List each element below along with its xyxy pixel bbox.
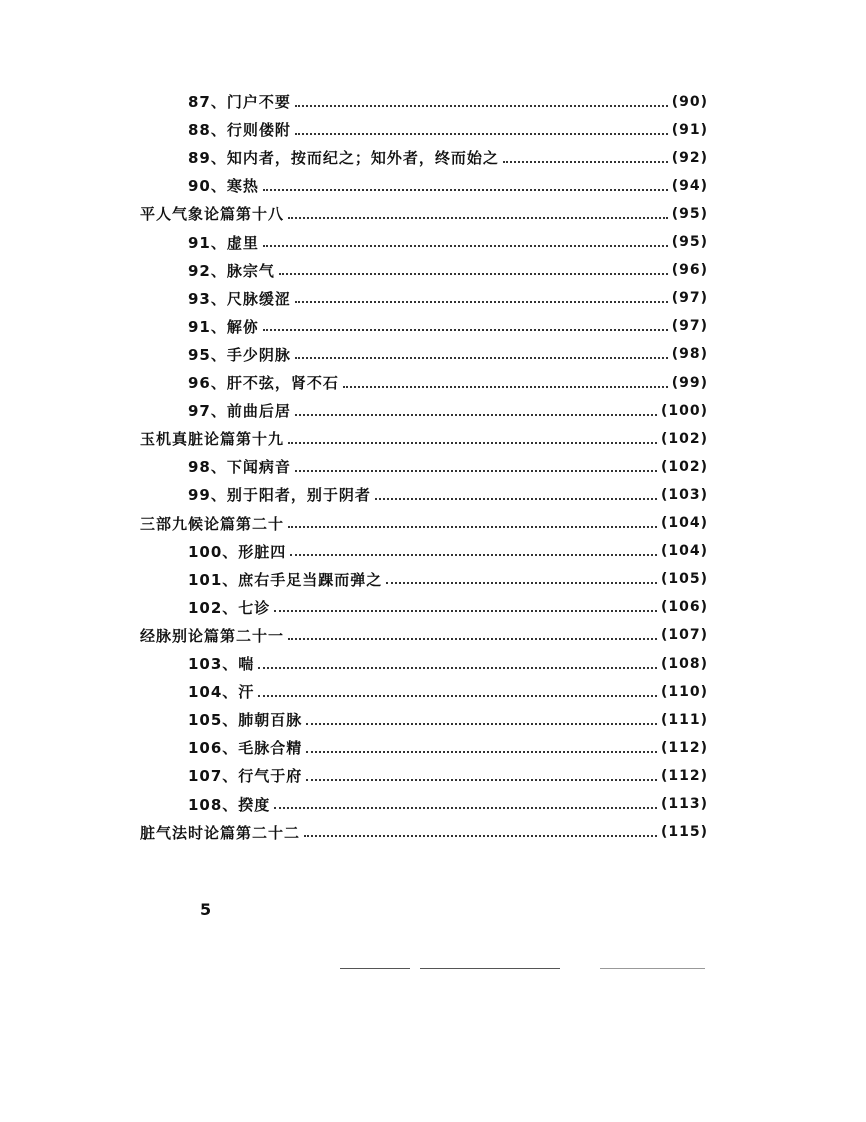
dot-leader <box>386 582 657 584</box>
dot-leader <box>343 386 668 388</box>
toc-entry <box>188 397 708 424</box>
dot-leader <box>263 329 668 331</box>
toc-label: 99、别于阳者，别于阴者 <box>188 486 371 505</box>
toc-entry <box>188 257 708 284</box>
toc-label: 玉机真脏论篇第十九 <box>140 430 285 449</box>
toc-section <box>140 819 708 846</box>
toc-label: 89、知内者，按而纪之；知外者，终而始之 <box>188 149 499 168</box>
page-number: 5 <box>200 900 212 919</box>
toc-page: (104) <box>660 515 708 531</box>
toc-label: 98、下闻病音 <box>188 458 291 477</box>
toc-entry <box>188 453 708 480</box>
dot-leader <box>306 751 657 753</box>
toc-label: 104、汗 <box>188 683 255 702</box>
toc-entry <box>188 538 708 565</box>
dot-leader <box>258 695 657 697</box>
toc-page: (111) <box>660 711 708 728</box>
dot-leader <box>295 470 657 472</box>
toc-page: (94) <box>671 177 708 194</box>
toc-page: (97) <box>671 290 708 307</box>
toc-label: 经脉别论篇第二十一 <box>140 626 285 645</box>
toc-label: 108、揆度 <box>188 795 271 814</box>
toc-entry <box>188 369 708 396</box>
toc-label: 91、虚里 <box>188 233 259 252</box>
toc-label: 107、行气于府 <box>188 767 303 786</box>
toc-page: (96) <box>671 262 708 279</box>
toc-entry <box>188 341 708 368</box>
dot-leader <box>295 105 668 107</box>
toc-page: (98) <box>671 346 708 363</box>
toc-label: 95、手少阴脉 <box>188 345 291 364</box>
toc-page: (91) <box>671 121 708 138</box>
toc-section <box>140 200 708 227</box>
toc-entry <box>188 88 708 115</box>
dot-leader <box>263 245 668 247</box>
dot-leader <box>295 414 657 416</box>
dot-leader <box>288 217 668 219</box>
toc-label: 106、毛脉合精 <box>188 739 303 758</box>
dot-leader <box>279 273 668 275</box>
dot-leader <box>288 526 657 528</box>
toc-label: 102、七诊 <box>188 598 271 617</box>
dot-leader <box>503 161 668 163</box>
dot-leader <box>290 554 657 556</box>
toc-entry <box>188 594 708 621</box>
toc-page: (102) <box>660 458 708 475</box>
toc-label: 87、门户不要 <box>188 93 291 111</box>
dot-leader <box>258 667 657 669</box>
toc-entry <box>188 734 708 761</box>
toc-label: 101、庶右手足当踝而弹之 <box>188 570 383 589</box>
toc-label: 96、肝不弦，肾不石 <box>188 374 339 392</box>
toc-label: 97、前曲后居 <box>188 402 291 421</box>
toc-entry <box>188 313 708 340</box>
toc-label: 100、形脏四 <box>188 542 287 561</box>
dot-leader <box>306 723 657 725</box>
dot-leader <box>304 835 657 837</box>
toc-entry <box>188 566 708 593</box>
toc-page: (92) <box>671 149 708 166</box>
toc-label: 平人气象论篇第十八 <box>140 205 285 224</box>
toc-label: 103、喘 <box>188 655 255 673</box>
toc-label: 105、肺朝百脉 <box>188 711 303 730</box>
toc-page: (99) <box>671 374 708 391</box>
toc-entry <box>188 144 708 171</box>
dot-leader <box>295 133 668 135</box>
toc-page: (112) <box>660 739 708 756</box>
toc-label: 三部九候论篇第二十 <box>140 514 285 533</box>
toc-page: (106) <box>660 599 708 616</box>
dot-leader <box>263 189 668 191</box>
toc-page: (112) <box>660 767 708 784</box>
toc-label: 92、脉宗气 <box>188 261 275 280</box>
toc-page: (105) <box>660 571 708 588</box>
dot-leader <box>306 779 657 781</box>
toc-page: (113) <box>660 796 708 812</box>
toc-page: (102) <box>660 430 708 447</box>
toc-entry <box>188 678 708 705</box>
toc-entry <box>188 116 708 143</box>
toc-page: (95) <box>671 234 708 250</box>
toc-entry <box>188 172 708 199</box>
scan-artifact-line <box>600 968 705 969</box>
toc-entry <box>188 481 708 508</box>
toc-page: (95) <box>671 205 708 222</box>
dot-leader <box>274 807 657 809</box>
toc-page: (115) <box>660 824 708 841</box>
toc-section <box>140 622 708 649</box>
toc-section <box>140 425 708 452</box>
toc-page: (110) <box>660 683 708 700</box>
toc-entry <box>188 706 708 733</box>
toc-page: (97) <box>671 318 708 335</box>
dot-leader <box>288 638 657 640</box>
toc-page: (107) <box>660 627 708 644</box>
dot-leader <box>375 498 657 500</box>
dot-leader <box>295 357 668 359</box>
scan-artifact-line <box>340 968 410 969</box>
toc-entry <box>188 229 708 256</box>
toc-entry <box>188 791 708 818</box>
scan-artifact-line <box>420 968 560 969</box>
toc-page: (100) <box>660 402 708 419</box>
toc-page: (90) <box>671 93 708 110</box>
toc-page: (108) <box>660 655 708 672</box>
toc-label: 脏气法时论篇第二十二 <box>140 823 301 842</box>
dot-leader <box>274 610 657 612</box>
toc-label: 91、解㑊 <box>188 317 259 336</box>
toc-entry <box>188 285 708 312</box>
dot-leader <box>295 301 668 303</box>
dot-leader <box>288 442 657 444</box>
toc-label: 93、尺脉缓涩 <box>188 289 291 308</box>
toc-page: (103) <box>660 486 708 503</box>
toc-section <box>140 510 708 537</box>
toc-page: (104) <box>660 543 708 560</box>
toc-label: 90、寒热 <box>188 177 259 196</box>
toc-entry <box>188 762 708 789</box>
toc-label: 88、行则偻附 <box>188 121 291 140</box>
toc-entry <box>188 650 708 677</box>
